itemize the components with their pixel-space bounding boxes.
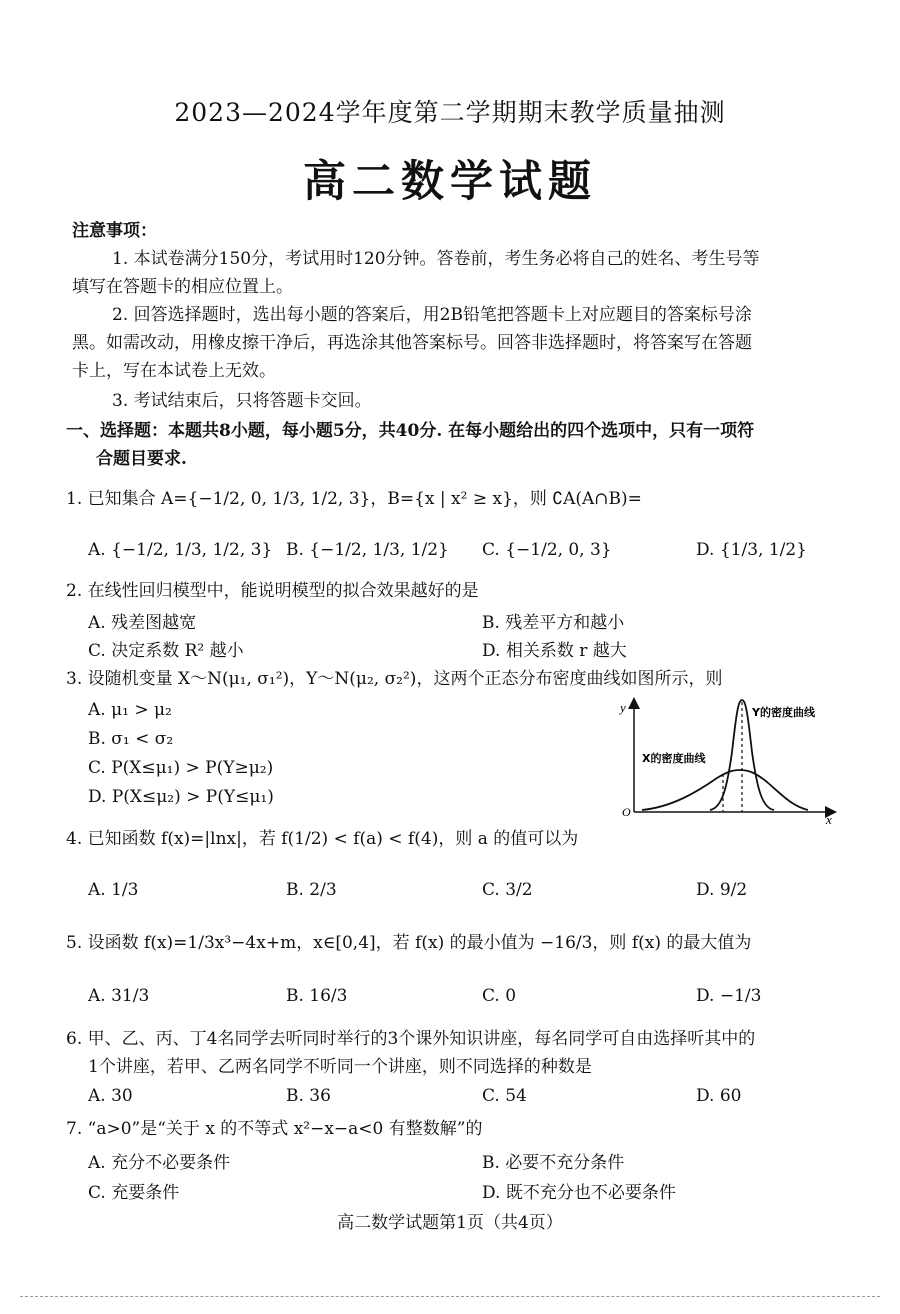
normal-density-figure [612,692,844,826]
question-5-option-a: A. 31/3 [88,986,150,1006]
question-3-option-c: C. P(X≤μ₁) > P(Y≥μ₂) [88,758,274,778]
exam-subtitle: 2023—2024学年度第二学期期末教学质量抽测 [174,98,726,127]
question-5-stem: 5. 设函数 f(x)=1/3x³−4x+m，x∈[0,4]，若 f(x) 的最小值为 −16/3，则 f(x) 的最大值为 [66,933,752,953]
question-7-option-d: D. 既不充分也不必要条件 [482,1183,676,1203]
question-1-option-c: C. {−1/2, 0, 3} [482,540,612,560]
x-curve-label: X的密度曲线 [642,752,706,765]
bottom-divider [20,1296,880,1297]
notice-heading: 注意事项： [72,221,157,241]
section-heading-line1: 一、选择题：本题共8小题，每小题5分，共40分. 在每小题给出的四个选项中，只有一项符 [66,421,755,441]
question-4-option-b: B. 2/3 [286,880,337,900]
notice-p1b: 填写在答题卡的相应位置上。 [72,277,293,297]
y-curve-label: Y的密度曲线 [752,706,815,719]
question-1-stem: 1. 已知集合 A={−1/2, 0, 1/3, 1/2, 3}，B={x | x² ≥ x}，则 ∁A(A∩B)= [66,489,642,509]
question-5-option-c: C. 0 [482,986,517,1006]
question-1-option-b: B. {−1/2, 1/3, 1/2} [286,540,449,560]
question-7-option-b: B. 必要不充分条件 [482,1153,625,1173]
question-4-stem: 4. 已知函数 f(x)=|lnx|，若 f(1/2) < f(a) < f(4)，则 a 的值可以为 [66,829,579,849]
notice-p2c: 卡上，写在本试卷上无效。 [72,361,276,381]
question-2-option-d: D. 相关系数 r 越大 [482,641,627,661]
question-3-option-d: D. P(X≤μ₂) > P(Y≤μ₁) [88,787,274,807]
notice-p3: 3. 考试结束后，只将答题卡交回。 [112,391,372,411]
question-6-stem-line2: 1个讲座，若甲、乙两名同学不听同一个讲座，则不同选择的种数是 [88,1057,592,1077]
question-6-option-a: A. 30 [88,1086,133,1106]
question-6-option-c: C. 54 [482,1086,527,1106]
notice-p2a: 2. 回答选择题时，选出每小题的答案后，用2B铅笔把答题卡上对应题目的答案标号涂 [112,305,752,325]
question-1-option-d: D. {1/3, 1/2} [696,540,807,560]
question-5-option-b: B. 16/3 [286,986,348,1006]
question-2-option-a: A. 残差图越宽 [88,613,197,633]
question-3-option-a: A. μ₁ > μ₂ [88,700,172,720]
notice-p2b: 黑。如需改动，用橡皮擦干净后，再选涂其他答案标号。回答非选择题时，将答案写在答题 [72,333,752,353]
question-4-option-a: A. 1/3 [88,880,139,900]
origin-label: O [622,805,631,819]
question-2-option-b: B. 残差平方和越小 [482,613,625,633]
y-axis-label: y [620,700,626,715]
question-5-option-d: D. −1/3 [696,986,762,1006]
question-7-option-a: A. 充分不必要条件 [88,1153,231,1173]
x-axis-label: x [826,812,832,826]
question-6-option-d: D. 60 [696,1086,742,1106]
section-heading-line2: 合题目要求. [96,449,187,469]
question-7-stem: 7. “a>0”是“关于 x 的不等式 x²−x−a<0 有整数解”的 [66,1119,483,1139]
question-3-stem: 3. 设随机变量 X～N(μ₁, σ₁²)，Y～N(μ₂, σ₂²)，这两个正态分布密度曲线如图所示，则 [66,669,723,689]
question-2-option-c: C. 决定系数 R² 越小 [88,641,244,661]
question-2-stem: 2. 在线性回归模型中，能说明模型的拟合效果越好的是 [66,581,479,601]
question-4-option-c: C. 3/2 [482,880,533,900]
question-6-option-b: B. 36 [286,1086,331,1106]
question-3-option-b: B. σ₁ < σ₂ [88,729,174,749]
question-7-option-c: C. 充要条件 [88,1183,180,1203]
question-4-option-d: D. 9/2 [696,880,748,900]
question-1-option-a: A. {−1/2, 1/3, 1/2, 3} [88,540,273,560]
page-footer: 高二数学试题第1页（共4页） [337,1213,563,1233]
exam-title: 高二数学试题 [303,157,597,207]
question-6-stem-line1: 6. 甲、乙、丙、丁4名同学去听同时举行的3个课外知识讲座，每名同学可自由选择听其中的 [66,1029,756,1049]
notice-p1a: 1. 本试卷满分150分，考试用时120分钟。答卷前，考生务必将自己的姓名、考生号等 [112,249,760,269]
